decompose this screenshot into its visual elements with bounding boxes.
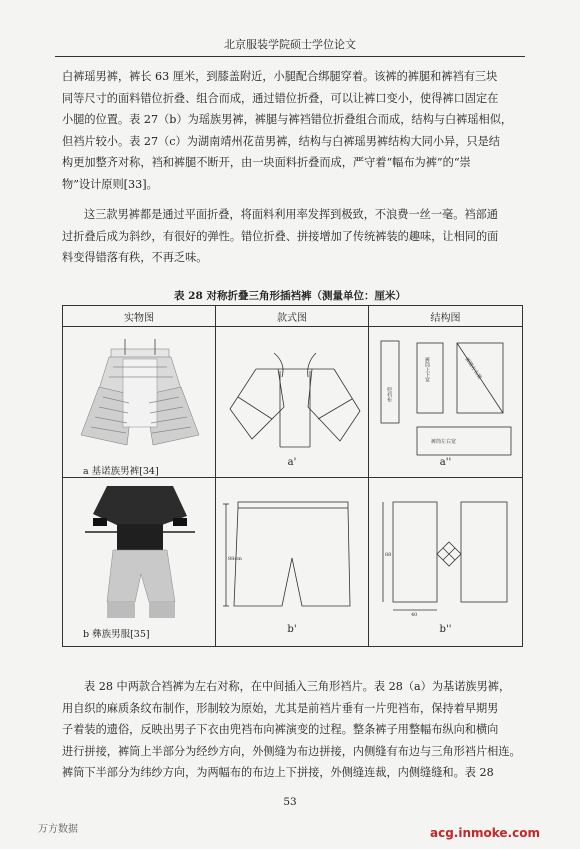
footer-source-text: 万方数据 xyxy=(38,824,78,835)
page-number: 53 xyxy=(283,796,297,808)
style-drawing-a xyxy=(216,327,368,477)
header-style: 款式图 xyxy=(216,306,369,327)
style-label-b: b' xyxy=(287,624,297,635)
text-line: 料变得错落有秩，不再乏味。 xyxy=(62,251,208,265)
text-line: 物”设计原则[33]。 xyxy=(62,177,158,191)
text-line: 过折叠后成为斜纱，有很好的弹性。错位折叠、拼接增加了传统裤装的趣味，让相同的面 xyxy=(62,229,499,243)
header-structure: 结构图 xyxy=(369,306,523,327)
text-line: 但裆片较小。表 27（c）为湖南靖州花苗男裤，结构与白裤瑶男裤结构大同小异，只是结 xyxy=(62,134,500,148)
structure-label-a: a'' xyxy=(439,457,452,468)
watermark-text: acg.inmoke.com xyxy=(430,826,540,840)
text-line: 裤筒下半部分为纬纱方向，为两幅布的布边上下拼接，外侧缝连裁，内侧缝缝和。表 28 xyxy=(62,766,494,780)
structure-drawing-a xyxy=(369,327,522,477)
page-header: 北京服装学院硕士学位论文 xyxy=(55,36,525,57)
text-line: 构更加整齐对称，裆和裤腿不断开，由一块面料折叠而成，严守着“幅布为裤”的“崇 xyxy=(62,156,471,170)
text-line: 这三款男裤都是通过平面折叠，将面料利用率发挥到极致，不浪费一丝一毫。裆部通 xyxy=(84,208,498,221)
table-caption: 表 28 对称折叠三角形插裆裤（测量单位：厘米） xyxy=(174,290,406,302)
cell-style-a xyxy=(216,327,369,478)
trousers-photo-a xyxy=(63,327,215,477)
structure-text-a4: 裤筒左右宽 xyxy=(431,439,457,445)
structure-label-b: b'' xyxy=(439,624,452,635)
cell-structure-a xyxy=(369,327,523,478)
cell-style-b xyxy=(216,478,369,647)
structure-drawing-b xyxy=(369,478,522,646)
header-photo: 实物图 xyxy=(63,306,216,327)
cell-photo-a xyxy=(63,327,216,478)
structure-text-a3: 裤筒左右宽 xyxy=(463,356,483,381)
style-label-a: a' xyxy=(287,457,297,468)
cell-photo-b xyxy=(63,478,216,647)
text-line: 用自织的麻质条纹布制作，形制较为原始，尤其是前裆片垂有一片兜裆布，保持着早期男 xyxy=(62,701,499,715)
figure-table xyxy=(62,305,523,647)
photo-caption-b: b 彝族男服[35] xyxy=(83,629,150,640)
text-line: 进行拼接，裤筒上半部分为经纱方向，外侧缝为布边拼接，内侧缝有布边与三角形裆片相连。 xyxy=(62,744,521,758)
measure-right-b: 88 xyxy=(385,552,392,558)
text-line: 白裤瑶男裤，裤长 63 厘米，到膝盖附近，小腿配合绑腿穿着。该裤的裤腿和裤裆有三块 xyxy=(62,70,498,83)
text-line: 表 28 中两款合裆裤为左右对称，在中间插入三角形裆片。表 28（a）为基诺族男裤， xyxy=(84,680,511,693)
text-line: 子着装的遗俗，反映出男子下衣由兜裆布向裤演变的过程。整条裤子用整幅布纵向和横向 xyxy=(62,723,499,737)
cell-structure-b xyxy=(369,478,523,647)
paragraph-3 xyxy=(62,676,527,784)
paragraph-1 xyxy=(62,66,527,196)
photo-caption-a: a 基诺族男裤[34] xyxy=(83,466,159,477)
structure-text-a2: 裤筒上下宽 xyxy=(424,357,430,382)
structure-text-a1: 兜裆布 xyxy=(386,387,392,402)
text-line: 小腿的位置。表 27（b）为瑶族男裤，裤腿与裤裆错位折叠组合而成，结构与白裤瑶相似， xyxy=(62,113,513,127)
paragraph-2 xyxy=(62,204,527,269)
measure-left-b: 88cm xyxy=(228,556,242,562)
text-line: 同等尺寸的面料错位折叠、组合而成，通过错位折叠，可以让裤口变小，使得裤口固定在 xyxy=(62,91,499,105)
measure-bottom-b: 40 xyxy=(411,612,418,618)
trousers-photo-b xyxy=(63,478,215,646)
style-drawing-b xyxy=(216,478,368,646)
